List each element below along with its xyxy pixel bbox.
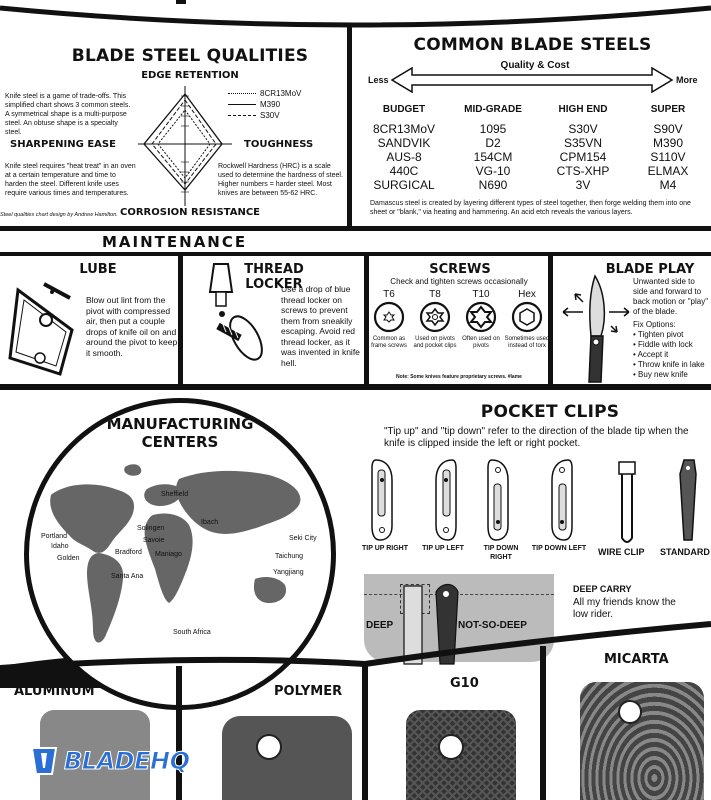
screw-type-hex: [504, 289, 550, 350]
steel-item: CTS-XHP: [556, 164, 610, 178]
less-label: Less: [368, 75, 389, 85]
toughness-label: TOUGHNESS: [244, 139, 314, 150]
place-label: Golden: [57, 555, 80, 562]
pocket-clips-title: POCKET CLIPS: [480, 402, 620, 422]
deep-carry-text: All my friends know the low rider.: [573, 597, 676, 620]
steel-item: 154CM: [473, 150, 513, 164]
thread-locker-title: THREAD LOCKER: [244, 262, 304, 292]
clip-label: TIP DOWN LEFT: [531, 545, 587, 552]
deep-carry-title: DEEP CARRY: [573, 584, 632, 594]
screw-desc: Common as frame screws: [371, 336, 407, 349]
steel-item: D2: [485, 136, 501, 150]
screw-desc: Sometimes used instead of torx: [504, 336, 550, 349]
fix-item: • Throw knife in lake: [633, 360, 705, 369]
place-label: Seki City: [289, 535, 317, 542]
place-label: Yangjiang: [273, 569, 304, 576]
place-label: Portland: [41, 533, 68, 540]
screws-subtitle: Check and tighten screws occasionally: [390, 277, 528, 286]
top-divider: [347, 26, 352, 226]
knife-tip-down-right-icon: [472, 456, 530, 544]
polymer-handle: [222, 716, 352, 800]
handle-hole: [618, 700, 642, 724]
g10-handle: [406, 710, 516, 800]
steels-column-high: [538, 104, 628, 192]
steel-item: CPM154: [559, 150, 607, 164]
steel-item: SURGICAL: [373, 178, 435, 192]
handle-hole: [256, 734, 282, 760]
steel-item: SANDVIK: [377, 136, 431, 150]
place-label: Santa Ana: [111, 573, 144, 580]
aluminum-label: ALUMINUM: [14, 684, 95, 699]
place-label: Sheffield: [161, 491, 189, 498]
steel-item: 3V: [575, 178, 591, 192]
torx-t10-icon: [458, 300, 504, 336]
clip-tip-up-left: [414, 456, 472, 562]
place-label: Idaho: [51, 543, 69, 550]
screw-name: T6: [383, 289, 395, 300]
clip-tip-down-left: [530, 456, 588, 562]
not-so-deep-label: NOT-SO-DEEP: [458, 620, 527, 631]
steel-item: AUS-8: [386, 150, 422, 164]
column-head: MID-GRADE: [464, 104, 522, 115]
logo-text: BLADEHQ: [64, 747, 190, 775]
fix-item: • Fiddle with lock: [633, 340, 693, 349]
handle-hole: [438, 734, 464, 760]
legend-item: M390: [260, 100, 281, 109]
screw-type-t10: [458, 289, 504, 350]
steel-item: 8CR13MoV: [372, 122, 436, 136]
steels-column-budget: [360, 104, 448, 192]
column-head: HIGH END: [558, 104, 608, 115]
clip-orientations: [356, 456, 588, 562]
screw-type-t8: [412, 289, 458, 350]
top-band-curve: [0, 0, 711, 40]
more-label: More: [676, 75, 698, 85]
corrosion-resistance-label: CORROSION RESISTANCE: [120, 207, 260, 218]
screw-desc: Used on pivots and pocket clips: [413, 336, 457, 349]
steels-table: [360, 104, 710, 192]
title-line: CENTERS: [141, 433, 219, 451]
maintenance-divider: [178, 254, 183, 386]
maintenance-band-rule: [0, 252, 711, 256]
blade-play-fixes: [633, 320, 711, 380]
place-label: Ibach: [201, 519, 219, 526]
legend-item: 8CR13MoV: [260, 89, 302, 98]
g10-label: G10: [450, 676, 479, 691]
place-label: Bradford: [115, 549, 142, 556]
wire-clip-icon: [612, 458, 642, 548]
screws-title: SCREWS: [429, 262, 491, 277]
place-label: Solingen: [137, 525, 165, 532]
bladehq-shield-icon: [28, 744, 62, 778]
manufacturing-title: [29, 415, 331, 451]
clip-label: TIP UP RIGHT: [361, 545, 409, 552]
lube-text: Blow out lint from the pivot with compressed air, then put a couple drops of knife oil on and around the pivot to keep it smooth.: [86, 295, 178, 358]
bladehq-logo: [28, 744, 189, 778]
clip-tip-down-right: [472, 456, 530, 562]
steel-item: S30V: [568, 122, 598, 136]
screw-types: [366, 289, 550, 350]
edge-retention-label: EDGE RETENTION: [141, 70, 239, 81]
quality-cost-label: Quality & Cost: [500, 60, 570, 71]
wire-clip-label: WIRE CLIP: [598, 547, 645, 557]
screws-note: Note: Some knives feature proprietary screws. #lame: [396, 374, 522, 380]
steel-item: VG-10: [475, 164, 511, 178]
blade-play-knife-illustration: [555, 272, 635, 384]
place-label: South Africa: [173, 629, 211, 636]
screw-desc: Often used on pivots: [462, 336, 500, 349]
blade-play-title: BLADE PLAY: [605, 262, 695, 277]
damascus-text: Damascus steel is created by layering different types of steel together, then forge welding them into one sheet or "blank," via heating and hammering. An acid etch reveals the various layers.: [370, 200, 691, 216]
common-steels-title: COMMON BLADE STEELS: [413, 35, 652, 55]
screw-name: Hex: [518, 289, 536, 300]
fix-item: • Accept it: [633, 350, 669, 359]
steels-column-mid: [448, 104, 538, 192]
blade-play-text: Unwanted side to side and forward to back motion or "play" of the blade.: [633, 277, 709, 316]
steel-item: 1095: [479, 122, 507, 136]
steel-item: S35VN: [563, 136, 603, 150]
torx-t8-icon: [412, 300, 458, 336]
lube-knife-illustration: [0, 278, 90, 384]
standard-clip-label: STANDARD: [660, 547, 710, 557]
place-label: Maniago: [155, 551, 182, 558]
standard-clip-icon: [672, 456, 702, 546]
quality-cost-arrow: [390, 66, 675, 94]
steel-item: M4: [659, 178, 677, 192]
clip-label: TIP DOWN RIGHT: [483, 545, 519, 561]
steel-legend: [228, 88, 301, 121]
steel-item: N690: [478, 178, 508, 192]
chart-credit: Steel qualities chart design by Andrew Hamilton.: [0, 212, 118, 218]
screw-name: T10: [472, 289, 490, 300]
micarta-label: MICARTA: [604, 652, 669, 667]
steel-qualities-title: BLADE STEEL QUALITIES: [71, 46, 309, 66]
column-head: BUDGET: [382, 104, 426, 115]
knife-tip-up-right-icon: [356, 456, 414, 544]
micarta-handle: [580, 682, 704, 800]
knife-tip-down-left-icon: [530, 456, 588, 544]
fix-item: • Buy new knife: [633, 370, 688, 379]
legend-item: S30V: [260, 111, 280, 120]
steels-column-super: [628, 104, 708, 192]
s30v-shape: [152, 100, 216, 184]
clip-tip-up-right: [356, 456, 414, 562]
lube-title: LUBE: [79, 262, 117, 277]
pocket-clips-text: "Tip up" and "tip down" refer to the direction of the blade tip when the knife is clipped inside the left or right pocket.: [384, 426, 689, 449]
polymer-label: POLYMER: [274, 684, 343, 699]
sharpening-ease-label: SHARPENING EASE: [10, 139, 116, 150]
steel-item: ELMAX: [647, 164, 689, 178]
fix-item: • Tighten pivot: [633, 330, 684, 339]
screw-type-t6: [366, 289, 412, 350]
steel-item: 440C: [389, 164, 419, 178]
fix-title: Fix Options:: [633, 320, 676, 329]
maintenance-title: MAINTENANCE: [102, 233, 248, 251]
title-line: MANUFACTURING: [106, 415, 254, 433]
maintenance-top-rule: [0, 226, 711, 231]
clip-label: TIP UP LEFT: [422, 545, 464, 552]
steel-intro-text: Knife steel is a game of trade-offs. This simplified chart shows 3 common steels. A symmetrical shape is a multi-purpose steel. An obtuse shape is a specialty steel.: [5, 93, 131, 136]
column-head: SUPER: [650, 104, 686, 115]
hrc-text: Rockwell Hardness (HRC) is a scale used to determine the hardness of steel. Higher numbers = harder steel. Most knives are between 55-62 HRC.: [218, 163, 343, 197]
steel-item: S110V: [650, 150, 686, 164]
hex-screw-icon: [504, 300, 550, 336]
torx-t6-icon: [366, 300, 412, 336]
heat-treat-text: Knife steel requires "heat treat" in an oven at a certain temperature and time to harden the steel. Different knife uses require various times and temperatures.: [5, 163, 136, 197]
place-label: Taichung: [275, 553, 304, 560]
steel-item: M390: [652, 136, 684, 150]
steel-item: S90V: [653, 122, 683, 136]
thread-locker-text: Use a drop of blue thread locker on screws to prevent them from sneakily escaping. Avoid red thread locker, as it was invented in knife hell.: [281, 284, 360, 368]
screw-name: T8: [429, 289, 441, 300]
thread-locker-illustration: [192, 262, 280, 380]
place-label: Savoie: [143, 537, 165, 544]
deep-label: DEEP: [366, 620, 394, 631]
knife-tip-up-left-icon: [414, 456, 472, 544]
